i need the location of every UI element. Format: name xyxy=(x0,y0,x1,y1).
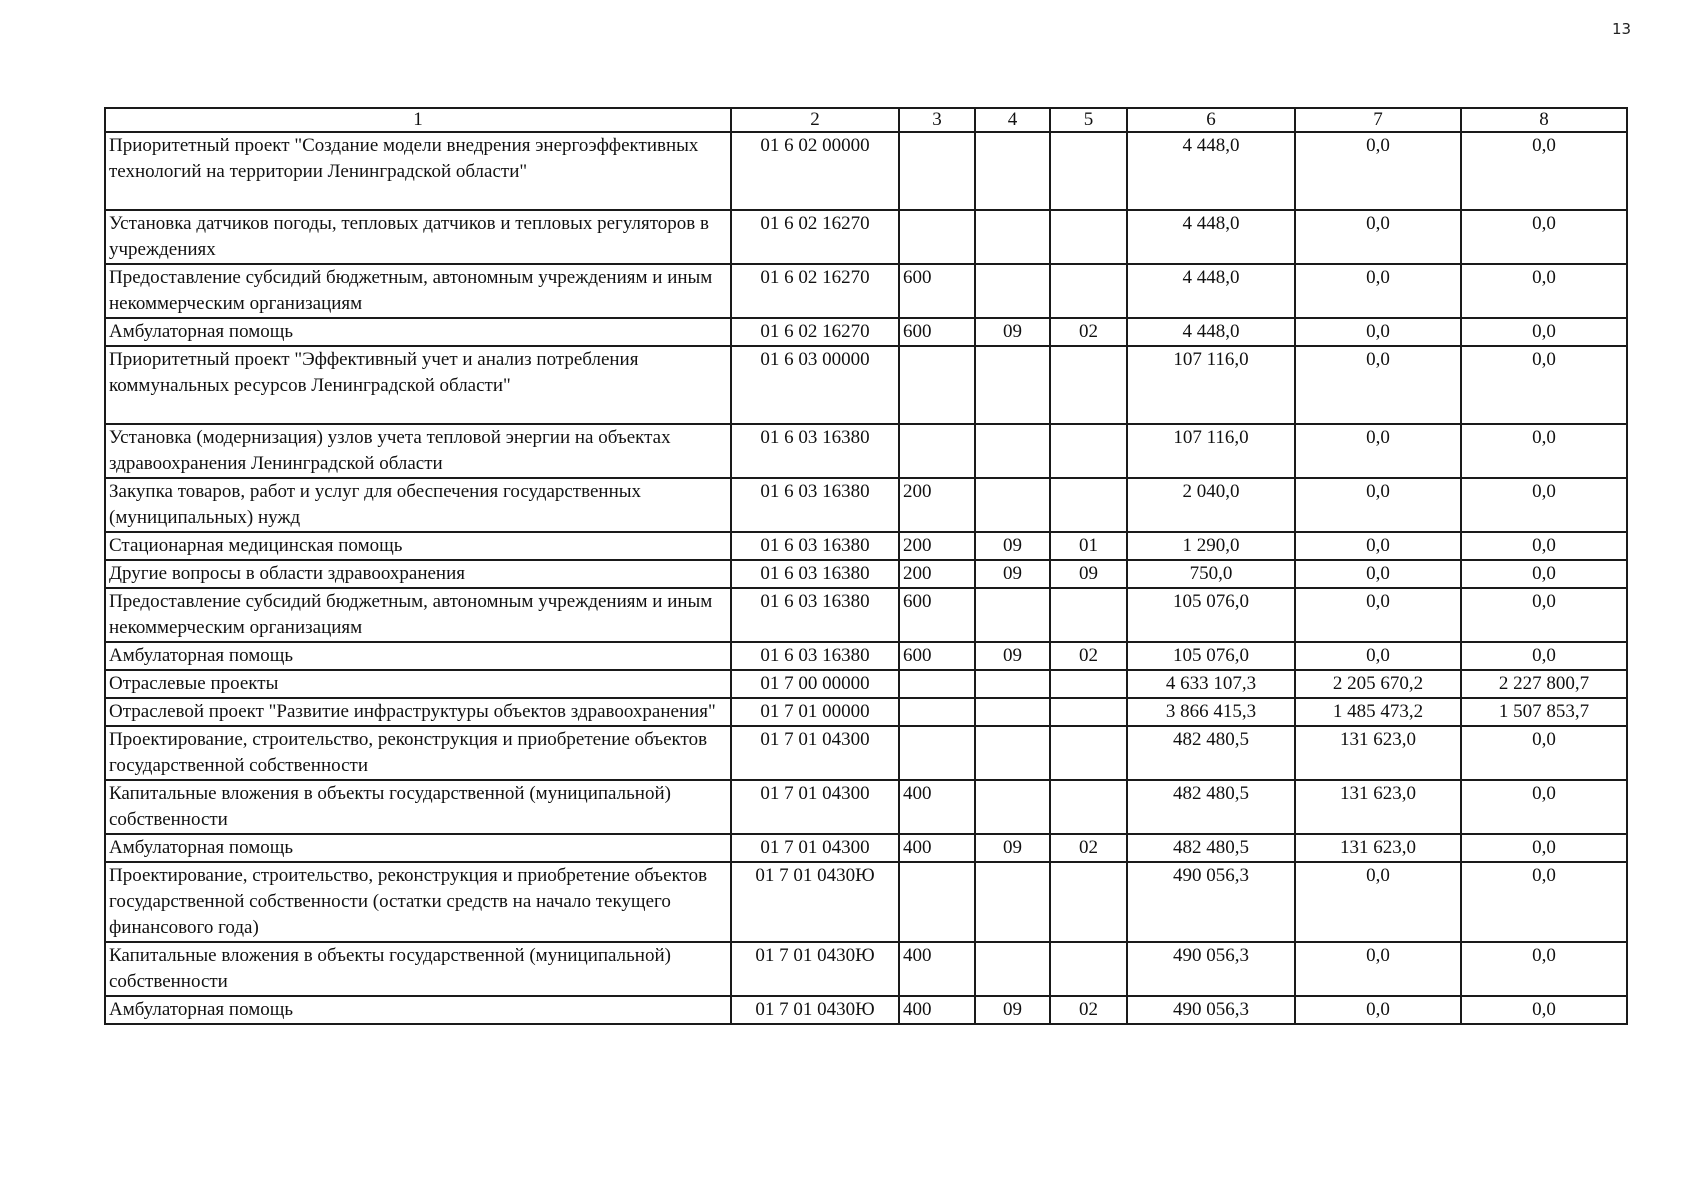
amount-col8-cell: 0,0 xyxy=(1461,588,1627,642)
table-row xyxy=(105,532,1627,560)
amount-col6-cell: 105 076,0 xyxy=(1127,642,1295,670)
subsection-cell xyxy=(1050,210,1127,264)
section-cell: 09 xyxy=(975,642,1050,670)
target-code-cell: 01 7 01 0430Ю xyxy=(731,996,899,1024)
row-name-cell: Проектирование, строительство, реконструкция и приобретение объектов государственной собственности (остатки средств на начало текущего финансового года) xyxy=(105,862,731,942)
row-name-cell: Амбулаторная помощь xyxy=(105,996,731,1024)
amount-col6-cell: 107 116,0 xyxy=(1127,346,1295,424)
amount-col6-cell: 482 480,5 xyxy=(1127,726,1295,780)
row-name-cell: Другие вопросы в области здравоохранения xyxy=(105,560,731,588)
section-cell xyxy=(975,210,1050,264)
amount-col7-cell: 0,0 xyxy=(1295,642,1461,670)
table-row xyxy=(105,424,1627,478)
amount-col8-cell: 2 227 800,7 xyxy=(1461,670,1627,698)
expense-type-cell: 400 xyxy=(899,834,975,862)
row-name-cell: Капитальные вложения в объекты государственной (муниципальной) собственности xyxy=(105,942,731,996)
column-header: 3 xyxy=(899,108,975,132)
subsection-cell xyxy=(1050,132,1127,210)
amount-col6-cell: 2 040,0 xyxy=(1127,478,1295,532)
amount-col6-cell: 4 448,0 xyxy=(1127,132,1295,210)
subsection-cell: 02 xyxy=(1050,318,1127,346)
amount-col7-cell: 0,0 xyxy=(1295,532,1461,560)
amount-col8-cell: 0,0 xyxy=(1461,942,1627,996)
column-header: 5 xyxy=(1050,108,1127,132)
amount-col6-cell: 482 480,5 xyxy=(1127,834,1295,862)
expense-type-cell xyxy=(899,424,975,478)
column-number-row xyxy=(105,108,1627,132)
amount-col8-cell: 0,0 xyxy=(1461,318,1627,346)
table-row xyxy=(105,132,1627,210)
subsection-cell xyxy=(1050,726,1127,780)
table-row xyxy=(105,780,1627,834)
expense-type-cell: 400 xyxy=(899,996,975,1024)
expense-type-cell: 600 xyxy=(899,642,975,670)
table-row xyxy=(105,726,1627,780)
table-row xyxy=(105,942,1627,996)
amount-col6-cell: 4 448,0 xyxy=(1127,318,1295,346)
target-code-cell: 01 6 02 16270 xyxy=(731,210,899,264)
target-code-cell: 01 6 02 16270 xyxy=(731,318,899,346)
target-code-cell: 01 7 01 00000 xyxy=(731,698,899,726)
row-name-cell: Отраслевые проекты xyxy=(105,670,731,698)
amount-col7-cell: 0,0 xyxy=(1295,346,1461,424)
table-row xyxy=(105,996,1627,1024)
expense-type-cell: 600 xyxy=(899,318,975,346)
row-name-cell: Установка датчиков погоды, тепловых датчиков и тепловых регуляторов в учреждениях xyxy=(105,210,731,264)
subsection-cell xyxy=(1050,942,1127,996)
target-code-cell: 01 6 03 16380 xyxy=(731,424,899,478)
amount-col7-cell: 0,0 xyxy=(1295,132,1461,210)
amount-col6-cell: 490 056,3 xyxy=(1127,942,1295,996)
budget-table xyxy=(104,107,1628,1025)
amount-col8-cell: 0,0 xyxy=(1461,532,1627,560)
table-row xyxy=(105,560,1627,588)
column-header: 2 xyxy=(731,108,899,132)
expense-type-cell: 200 xyxy=(899,532,975,560)
amount-col8-cell: 0,0 xyxy=(1461,726,1627,780)
amount-col6-cell: 490 056,3 xyxy=(1127,996,1295,1024)
row-name-cell: Предоставление субсидий бюджетным, автономным учреждениям и иным некоммерческим организациям xyxy=(105,264,731,318)
section-cell xyxy=(975,862,1050,942)
column-header: 6 xyxy=(1127,108,1295,132)
amount-col6-cell: 4 448,0 xyxy=(1127,264,1295,318)
target-code-cell: 01 6 03 16380 xyxy=(731,478,899,532)
amount-col7-cell: 0,0 xyxy=(1295,478,1461,532)
subsection-cell: 09 xyxy=(1050,560,1127,588)
amount-col7-cell: 0,0 xyxy=(1295,862,1461,942)
subsection-cell: 02 xyxy=(1050,834,1127,862)
section-cell xyxy=(975,670,1050,698)
row-name-cell: Предоставление субсидий бюджетным, автономным учреждениям и иным некоммерческим организациям xyxy=(105,588,731,642)
section-cell xyxy=(975,346,1050,424)
amount-col7-cell: 0,0 xyxy=(1295,942,1461,996)
target-code-cell: 01 7 01 04300 xyxy=(731,726,899,780)
section-cell xyxy=(975,424,1050,478)
table-row xyxy=(105,698,1627,726)
amount-col7-cell: 0,0 xyxy=(1295,996,1461,1024)
table-row xyxy=(105,210,1627,264)
amount-col7-cell: 0,0 xyxy=(1295,318,1461,346)
section-cell xyxy=(975,698,1050,726)
section-cell xyxy=(975,132,1050,210)
table-row xyxy=(105,834,1627,862)
subsection-cell xyxy=(1050,780,1127,834)
section-cell: 09 xyxy=(975,532,1050,560)
row-name-cell: Проектирование, строительство, реконструкция и приобретение объектов государственной собственности xyxy=(105,726,731,780)
amount-col6-cell: 4 448,0 xyxy=(1127,210,1295,264)
section-cell: 09 xyxy=(975,560,1050,588)
amount-col7-cell: 131 623,0 xyxy=(1295,780,1461,834)
row-name-cell: Амбулаторная помощь xyxy=(105,834,731,862)
target-code-cell: 01 7 01 04300 xyxy=(731,780,899,834)
expense-type-cell xyxy=(899,862,975,942)
table-body xyxy=(105,108,1627,1024)
column-header: 7 xyxy=(1295,108,1461,132)
amount-col8-cell: 0,0 xyxy=(1461,560,1627,588)
expense-type-cell xyxy=(899,210,975,264)
amount-col8-cell: 0,0 xyxy=(1461,132,1627,210)
amount-col7-cell: 0,0 xyxy=(1295,560,1461,588)
amount-col7-cell: 0,0 xyxy=(1295,588,1461,642)
amount-col8-cell: 0,0 xyxy=(1461,996,1627,1024)
row-name-cell: Приоритетный проект "Создание модели внедрения энергоэффективных технологий на территории Ленинградской области" xyxy=(105,132,731,210)
section-cell xyxy=(975,942,1050,996)
amount-col6-cell: 4 633 107,3 xyxy=(1127,670,1295,698)
amount-col7-cell: 2 205 670,2 xyxy=(1295,670,1461,698)
section-cell: 09 xyxy=(975,834,1050,862)
subsection-cell xyxy=(1050,264,1127,318)
amount-col8-cell: 0,0 xyxy=(1461,424,1627,478)
section-cell: 09 xyxy=(975,996,1050,1024)
amount-col7-cell: 0,0 xyxy=(1295,210,1461,264)
column-header: 1 xyxy=(105,108,731,132)
row-name-cell: Приоритетный проект "Эффективный учет и анализ потребления коммунальных ресурсов Ленинградской области" xyxy=(105,346,731,424)
expense-type-cell xyxy=(899,670,975,698)
subsection-cell xyxy=(1050,478,1127,532)
subsection-cell xyxy=(1050,670,1127,698)
amount-col7-cell: 131 623,0 xyxy=(1295,726,1461,780)
section-cell xyxy=(975,478,1050,532)
amount-col6-cell: 107 116,0 xyxy=(1127,424,1295,478)
table-row xyxy=(105,318,1627,346)
subsection-cell xyxy=(1050,588,1127,642)
row-name-cell: Амбулаторная помощь xyxy=(105,642,731,670)
subsection-cell xyxy=(1050,698,1127,726)
subsection-cell xyxy=(1050,424,1127,478)
table-row xyxy=(105,642,1627,670)
expense-type-cell: 600 xyxy=(899,264,975,318)
target-code-cell: 01 6 02 00000 xyxy=(731,132,899,210)
target-code-cell: 01 6 03 16380 xyxy=(731,532,899,560)
amount-col8-cell: 0,0 xyxy=(1461,834,1627,862)
table-row xyxy=(105,346,1627,424)
target-code-cell: 01 7 00 00000 xyxy=(731,670,899,698)
amount-col7-cell: 1 485 473,2 xyxy=(1295,698,1461,726)
target-code-cell: 01 6 03 16380 xyxy=(731,588,899,642)
target-code-cell: 01 6 03 16380 xyxy=(731,560,899,588)
amount-col6-cell: 490 056,3 xyxy=(1127,862,1295,942)
target-code-cell: 01 6 02 16270 xyxy=(731,264,899,318)
section-cell xyxy=(975,726,1050,780)
amount-col8-cell: 0,0 xyxy=(1461,478,1627,532)
table-row xyxy=(105,862,1627,942)
subsection-cell xyxy=(1050,862,1127,942)
amount-col7-cell: 0,0 xyxy=(1295,264,1461,318)
target-code-cell: 01 7 01 0430Ю xyxy=(731,862,899,942)
row-name-cell: Установка (модернизация) узлов учета тепловой энергии на объектах здравоохранения Ленинградской области xyxy=(105,424,731,478)
amount-col8-cell: 1 507 853,7 xyxy=(1461,698,1627,726)
column-header: 4 xyxy=(975,108,1050,132)
expense-type-cell xyxy=(899,698,975,726)
expense-type-cell: 200 xyxy=(899,560,975,588)
expense-type-cell: 400 xyxy=(899,942,975,996)
target-code-cell: 01 7 01 04300 xyxy=(731,834,899,862)
amount-col6-cell: 105 076,0 xyxy=(1127,588,1295,642)
row-name-cell: Стационарная медицинская помощь xyxy=(105,532,731,560)
subsection-cell xyxy=(1050,346,1127,424)
expense-type-cell: 400 xyxy=(899,780,975,834)
section-cell xyxy=(975,780,1050,834)
amount-col8-cell: 0,0 xyxy=(1461,780,1627,834)
amount-col6-cell: 1 290,0 xyxy=(1127,532,1295,560)
section-cell: 09 xyxy=(975,318,1050,346)
amount-col8-cell: 0,0 xyxy=(1461,642,1627,670)
table-row xyxy=(105,588,1627,642)
row-name-cell: Отраслевой проект "Развитие инфраструктуры объектов здравоохранения" xyxy=(105,698,731,726)
amount-col8-cell: 0,0 xyxy=(1461,264,1627,318)
amount-col6-cell: 750,0 xyxy=(1127,560,1295,588)
expense-type-cell xyxy=(899,346,975,424)
subsection-cell: 02 xyxy=(1050,996,1127,1024)
amount-col8-cell: 0,0 xyxy=(1461,862,1627,942)
row-name-cell: Закупка товаров, работ и услуг для обеспечения государственных (муниципальных) нужд xyxy=(105,478,731,532)
expense-type-cell xyxy=(899,726,975,780)
amount-col6-cell: 482 480,5 xyxy=(1127,780,1295,834)
amount-col8-cell: 0,0 xyxy=(1461,346,1627,424)
subsection-cell: 02 xyxy=(1050,642,1127,670)
page-number: 13 xyxy=(1612,20,1632,38)
amount-col6-cell: 3 866 415,3 xyxy=(1127,698,1295,726)
table-row xyxy=(105,670,1627,698)
table-row xyxy=(105,264,1627,318)
amount-col7-cell: 0,0 xyxy=(1295,424,1461,478)
row-name-cell: Амбулаторная помощь xyxy=(105,318,731,346)
expense-type-cell: 600 xyxy=(899,588,975,642)
target-code-cell: 01 7 01 0430Ю xyxy=(731,942,899,996)
amount-col8-cell: 0,0 xyxy=(1461,210,1627,264)
section-cell xyxy=(975,264,1050,318)
row-name-cell: Капитальные вложения в объекты государственной (муниципальной) собственности xyxy=(105,780,731,834)
column-header: 8 xyxy=(1461,108,1627,132)
amount-col7-cell: 131 623,0 xyxy=(1295,834,1461,862)
section-cell xyxy=(975,588,1050,642)
subsection-cell: 01 xyxy=(1050,532,1127,560)
expense-type-cell: 200 xyxy=(899,478,975,532)
table-row xyxy=(105,478,1627,532)
target-code-cell: 01 6 03 00000 xyxy=(731,346,899,424)
expense-type-cell xyxy=(899,132,975,210)
target-code-cell: 01 6 03 16380 xyxy=(731,642,899,670)
